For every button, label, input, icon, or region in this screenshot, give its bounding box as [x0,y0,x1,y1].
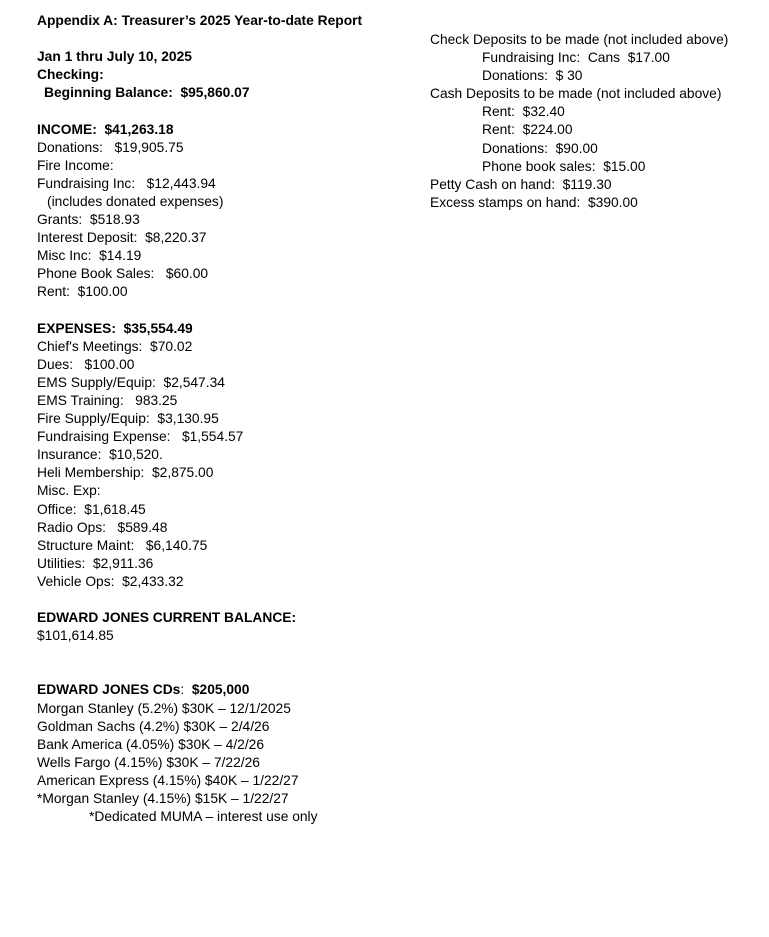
text-run: Misc. Exp: [37,483,101,499]
text-run: Fundraising Inc: Cans $17.00 [482,50,670,66]
text-run: EDWARD JONES CURRENT BALANCE: [37,610,297,626]
text-run: *Morgan Stanley (4.15%) $15K – 1/22/27 [37,791,289,807]
income-header [37,121,362,139]
cd-item [37,736,362,754]
expense-item [37,555,362,573]
text-run: : [180,682,192,698]
text-run: Goldman Sachs (4.2%) $30K – 2/4/26 [37,718,270,734]
income-item [37,157,362,175]
income-item [37,283,362,301]
text-run: Dues: $100.00 [37,356,135,372]
text-run: Petty Cash on hand: $119.30 [430,176,612,192]
text-run: Office: $1,618.45 [37,501,146,517]
edward-jones-balance-value [37,627,362,645]
edward-jones-balance-header [37,609,362,627]
income-item [37,265,362,283]
text-run: Bank America (4.05%) $30K – 4/2/26 [37,736,265,752]
expense-item [37,464,362,482]
cd-item [37,700,362,718]
cd-item [37,754,362,772]
text-run: EDWARD JONES CDs [37,682,181,698]
expense-item [37,374,362,392]
checking-header [37,66,362,84]
text-run: EMS Training: 983.25 [37,392,178,408]
expense-item [37,392,362,410]
check-deposit-item [430,67,728,85]
income-item [37,247,362,265]
text-run: Checking: [37,67,104,83]
expense-item [37,446,362,464]
income-item [37,211,362,229]
text-run: Fire Supply/Equip: $3,130.95 [37,411,219,427]
petty-cash-line [430,176,728,194]
text-run: Fire Income: [37,157,114,173]
text-run: American Express (4.15%) $40K – 1/22/27 [37,772,299,788]
cd-item [37,718,362,736]
text-run: Insurance: $10,520. [37,447,163,463]
expense-item [37,519,362,537]
text-run: EMS Supply/Equip: $2,547.34 [37,374,225,390]
text-run: *Dedicated MUMA – interest use only [89,809,318,825]
text-line [37,102,362,120]
cd-item [37,772,362,790]
expenses-header [37,320,362,338]
expense-item [37,501,362,519]
excess-stamps-line [430,194,728,212]
report-title: Appendix A: Treasurer’s 2025 Year-to-date Report [37,13,363,28]
expense-item [37,356,362,374]
text-line [37,30,362,48]
cash-deposit-item [430,140,728,158]
text-line [37,591,362,609]
text-run: Donations: $90.00 [482,140,598,156]
text-run: Grants: $518.93 [37,212,140,228]
text-run: Phone Book Sales: $60.00 [37,266,209,282]
text-run: Radio Ops: $589.48 [37,519,168,535]
expense-item [37,410,362,428]
text-run: Rent: $224.00 [482,122,573,138]
cash-deposit-item [430,158,728,176]
beginning-balance [37,84,362,102]
text-run: Fundraising Expense: $1,554.57 [37,429,244,445]
cash-deposit-item [430,103,728,121]
expense-item [37,482,362,500]
text-run: Utilities: $2,911.36 [37,555,154,571]
text-run: Rent: $100.00 [37,284,128,300]
text-run: INCOME: $41,263.18 [37,121,174,137]
text-run: $101,614.85 [37,628,114,644]
check-deposit-item [430,49,728,67]
right-column [430,31,728,212]
expense-item [37,428,362,446]
text-line [37,645,362,663]
text-run: Wells Fargo (4.15%) $30K – 7/22/26 [37,754,260,770]
edward-jones-cds-header [37,681,362,699]
expense-item [37,573,362,591]
income-item [37,229,362,247]
income-item [37,139,362,157]
cash-deposit-item [430,121,728,139]
text-run: Heli Membership: $2,875.00 [37,465,214,481]
text-line [37,302,362,320]
text-run: Misc Inc: $14.19 [37,248,142,264]
text-run: Jan 1 thru July 10, 2025 [37,49,192,65]
check-deposits-header [430,31,728,49]
text-run: Excess stamps on hand: $390.00 [430,194,638,210]
text-run: Morgan Stanley (5.2%) $30K – 12/1/2025 [37,700,291,716]
text-run: Cash Deposits to be made (not included above) [430,86,722,102]
text-run: Donations: $ 30 [482,68,583,84]
date-range [37,48,362,66]
text-run: Chief's Meetings: $70.02 [37,338,193,354]
text-run: Rent: $32.40 [482,104,565,120]
text-run: Structure Maint: $6,140.75 [37,537,208,553]
text-run: Vehicle Ops: $2,433.32 [37,573,184,589]
text-run: EXPENSES: $35,554.49 [37,320,193,336]
income-item-note [37,193,362,211]
expense-item [37,338,362,356]
text-run: $205,000 [191,682,250,698]
expense-item [37,537,362,555]
text-run: Phone book sales: $15.00 [482,158,646,174]
text-line [37,663,362,681]
income-item [37,175,362,193]
text-run: Donations: $19,905.75 [37,139,184,155]
cd-footnote [37,808,362,826]
text-run: (includes donated expenses) [47,193,224,209]
text-run: Check Deposits to be made (not included above) [430,32,729,47]
left-column [37,12,362,826]
cd-item [37,790,362,808]
cash-deposits-header [430,85,728,103]
text-run: Interest Deposit: $8,220.37 [37,230,207,246]
text-run: Beginning Balance: $95,860.07 [44,85,250,101]
text-run: Fundraising Inc: $12,443.94 [37,175,216,191]
